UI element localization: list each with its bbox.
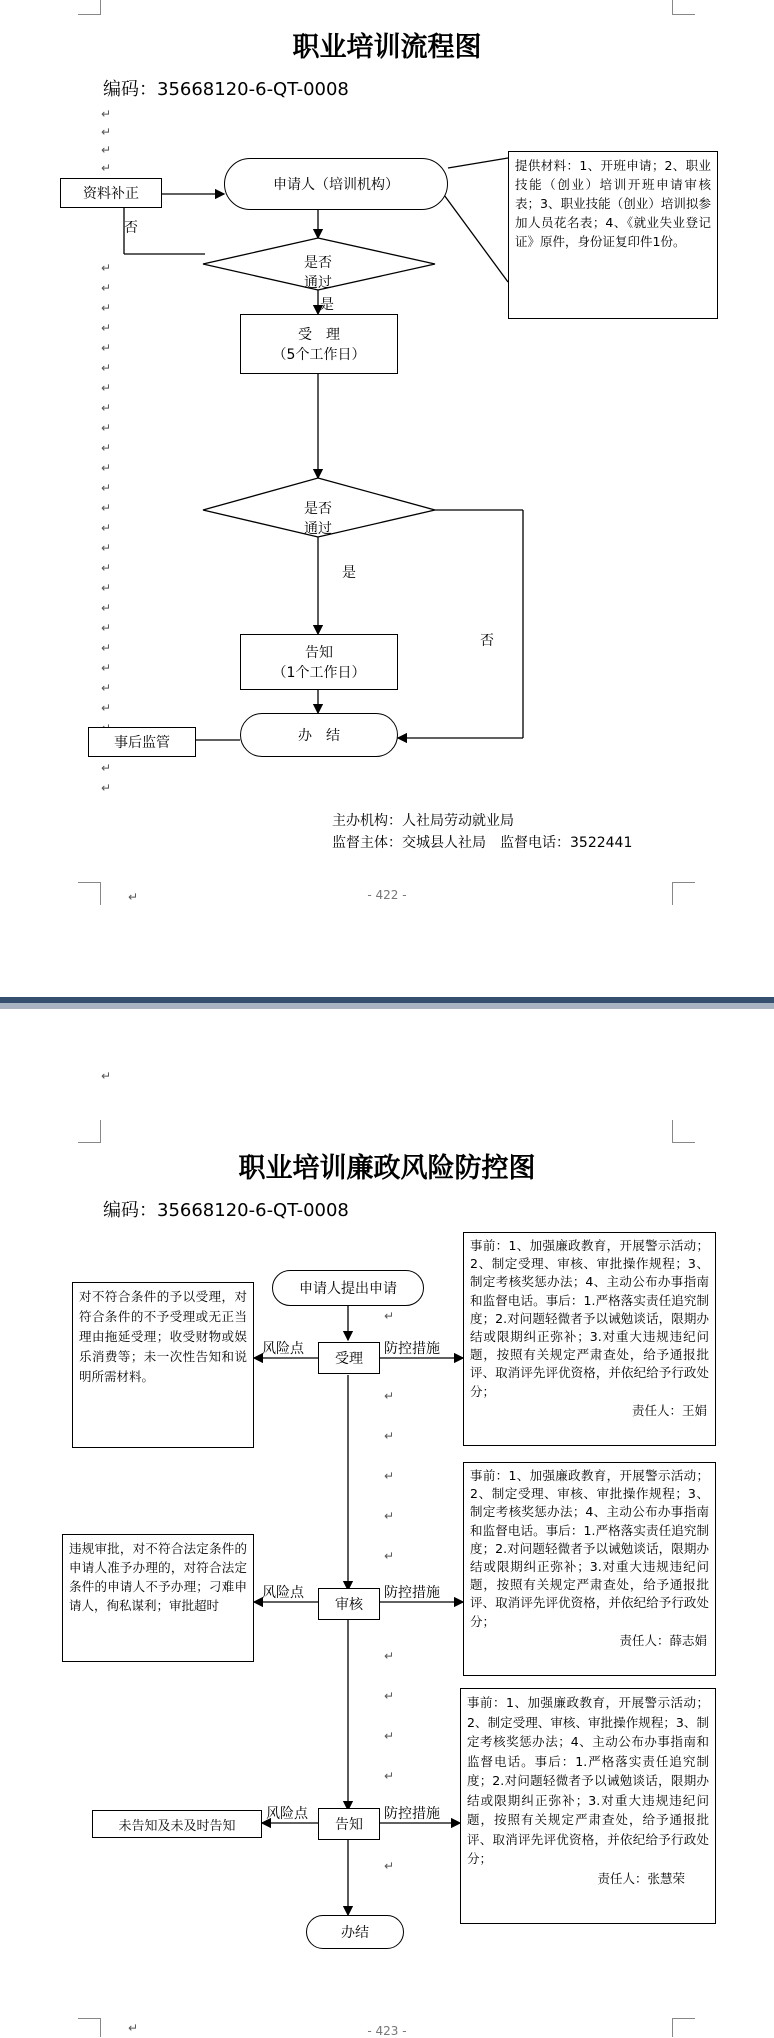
paragraph-mark: ↵: [101, 161, 112, 175]
paragraph-mark: ↵: [384, 1649, 395, 1663]
paragraph-mark: ↵: [384, 1859, 395, 1873]
notify-label: 告知: [305, 645, 333, 661]
paragraph-mark: ↵: [101, 501, 112, 515]
no-label: 否: [480, 633, 494, 649]
paragraph-mark: ↵: [101, 441, 112, 455]
paragraph-mark: ↵: [101, 421, 112, 435]
paragraph-mark: ↵: [384, 1309, 395, 1323]
done-node-label: 办结: [341, 1925, 369, 1941]
measure-owner: 责任人：王娟: [631, 1402, 707, 1418]
crop-mark: [78, 1120, 101, 1143]
paragraph-mark: ↵: [101, 581, 112, 595]
supervision-label: 事后监管: [114, 735, 170, 751]
document-code: 编码：35668120-6-QT-0008: [103, 79, 349, 100]
paragraph-mark: ↵: [384, 1469, 395, 1483]
page-title: 职业培训流程图: [292, 32, 482, 63]
paragraph-mark: ↵: [384, 1389, 395, 1403]
paragraph-mark: ↵: [101, 521, 112, 535]
check2-label: 是否通过: [304, 501, 332, 537]
paragraph-mark: ↵: [101, 561, 112, 575]
start-label: 申请人提出申请: [299, 1281, 397, 1297]
document-code-2: 编码：35668120-6-QT-0008: [103, 1200, 349, 1221]
measure-box-accept: [463, 1232, 716, 1446]
notify-days: （1个工作日）: [272, 665, 366, 681]
risk-box-review: 违规审批，对不符合法定条件的申请人准予办理的，对符合法定条件的申请人不予办理；刁难申请人，徇私谋利；审批超时: [62, 1534, 254, 1662]
check1-label: 是否通过: [304, 255, 332, 291]
review-node: [318, 1588, 380, 1620]
measure-text: 事前：1、加强廉政教育，开展警示活动；2、制定受理、审核、审批操作规程；3、制定考核奖惩办法；4、主动公布办事指南和监督电话。事后：1.严格落实责任追究制度；2.对问题轻微者予以诫勉谈话，限期办结或限期纠正弥补；3.对重大违规违纪问题，按照有关规定严肃查处，给予通报批评、取消评先评优资格，并依纪给予行政处分；: [470, 1468, 709, 1629]
page-number: - 422 -: [367, 888, 407, 902]
control-measures-label: 防控措施: [384, 1585, 440, 1601]
paragraph-mark: ↵: [384, 1549, 395, 1563]
paragraph-mark: ↵: [101, 761, 112, 775]
paragraph-mark: ↵: [101, 601, 112, 615]
paragraph-mark: ↵: [101, 701, 112, 715]
paragraph-mark: ↵: [384, 1509, 395, 1523]
risk-point-label: 风险点: [266, 1806, 308, 1822]
notify-node: [318, 1808, 380, 1840]
measure-owner: 责任人：薛志娟: [619, 1632, 707, 1648]
paragraph-mark: ↵: [128, 2021, 139, 2035]
risk-point-label: 风险点: [262, 1585, 304, 1601]
paragraph-mark: ↵: [128, 890, 139, 904]
paragraph-mark: ↵: [101, 143, 112, 157]
paragraph-mark: ↵: [101, 781, 112, 795]
accept-box: [240, 314, 398, 374]
done-node-2: [306, 1915, 404, 1949]
measure-text: 事前：1、加强廉政教育，开展警示活动；2、制定受理、审核、审批操作规程；3、制定考核奖惩办法；4、主动公布办事指南和监督电话。事后：1.严格落实责任追究制度；2.对问题轻微者予以诫勉谈话，限期办结或限期纠正弥补；3.对重大违规违纪问题，按照有关规定严肃查处，给予通报批评、取消评先评优资格，并依纪给予行政处分；: [467, 1695, 709, 1866]
accept-node-label: 受理: [335, 1351, 363, 1367]
paragraph-mark: ↵: [101, 481, 112, 495]
notify-node-label: 告知: [335, 1817, 363, 1833]
paragraph-mark: ↵: [101, 661, 112, 675]
host-organization: 主办机构：人社局劳动就业局: [332, 813, 514, 829]
paragraph-mark: ↵: [101, 281, 112, 295]
paragraph-mark: ↵: [384, 1729, 395, 1743]
risk-box-notify: [92, 1810, 262, 1838]
paragraph-mark: ↵: [101, 107, 112, 121]
yes-label: 是: [320, 297, 334, 313]
paragraph-mark: ↵: [101, 461, 112, 475]
crop-mark: [672, 1120, 695, 1143]
applicant-node: [224, 158, 448, 210]
materials-callout: 提供材料：1、开班申请；2、职业技能（创业）培训开班申请审核表；3、职业技能（创业）培训拟参加人员花名表；4、《就业失业登记证》原件，身份证复印件1份。: [508, 151, 718, 319]
page-separator-shadow: [0, 1003, 774, 1009]
accept-label: 受 理: [298, 327, 340, 343]
control-measures-label: 防控措施: [384, 1341, 440, 1357]
risk-box-accept: 对不符合条件的予以受理，对符合条件的不予受理或无正当理由拖延受理；收受财物或娱乐消费等；未一次性告知和说明所需材料。: [72, 1282, 254, 1448]
notify-box: [240, 634, 398, 690]
paragraph-mark: ↵: [384, 1769, 395, 1783]
measure-box-notify: [460, 1688, 716, 1924]
paragraph-mark: ↵: [101, 621, 112, 635]
measure-owner: 责任人：张慧荣: [597, 1870, 685, 1886]
paragraph-mark: ↵: [101, 361, 112, 375]
paragraph-mark: ↵: [384, 1689, 395, 1703]
control-measures-label: 防控措施: [384, 1806, 440, 1822]
flow-connectors: [0, 0, 774, 900]
paragraph-mark: ↵: [101, 321, 112, 335]
paragraph-mark: ↵: [101, 681, 112, 695]
risk-notify-label: 未告知及未及时告知: [118, 1818, 236, 1834]
review-node-label: 审核: [335, 1597, 363, 1613]
risk-point-label: 风险点: [262, 1341, 304, 1357]
paragraph-mark: ↵: [101, 261, 112, 275]
measure-box-review: [463, 1462, 716, 1676]
paragraph-mark: ↵: [101, 381, 112, 395]
page-title-2: 职业培训廉政风险防控图: [238, 1153, 536, 1184]
connector-materials-callout: [436, 184, 508, 282]
no-label: 否: [124, 220, 138, 236]
supplement-box: [60, 178, 162, 208]
done-label: 办 结: [298, 728, 340, 744]
paragraph-mark: ↵: [101, 125, 112, 139]
paragraph-mark: ↵: [101, 301, 112, 315]
accept-days: （5个工作日）: [272, 347, 366, 363]
supplement-label: 资料补正: [83, 186, 139, 202]
applicant-label: 申请人（培训机构）: [273, 177, 399, 193]
done-node: [240, 713, 398, 757]
connector-materials-callout: [448, 158, 508, 168]
supervision-info: 监督主体：交城县人社局 监督电话：3522441: [332, 835, 633, 851]
paragraph-mark: ↵: [384, 1429, 395, 1443]
paragraph-mark: ↵: [101, 1069, 112, 1083]
accept-node: [318, 1342, 380, 1374]
paragraph-mark: ↵: [101, 541, 112, 555]
paragraph-mark: ↵: [101, 341, 112, 355]
page-number-2: - 423 -: [367, 2024, 407, 2038]
start-node: [272, 1270, 424, 1306]
paragraph-mark: ↵: [101, 641, 112, 655]
yes-label: 是: [342, 565, 356, 581]
paragraph-mark: ↵: [101, 401, 112, 415]
supervision-box: [88, 727, 196, 757]
measure-text: 事前：1、加强廉政教育，开展警示活动；2、制定受理、审核、审批操作规程；3、制定考核奖惩办法；4、主动公布办事指南和监督电话。事后：1.严格落实责任追究制度；2.对问题轻微者予以诫勉谈话，限期办结或限期纠正弥补；3.对重大违规违纪问题，按照有关规定严肃查处，给予通报批评、取消评先评优资格，并依纪给予行政处分；: [470, 1238, 709, 1399]
